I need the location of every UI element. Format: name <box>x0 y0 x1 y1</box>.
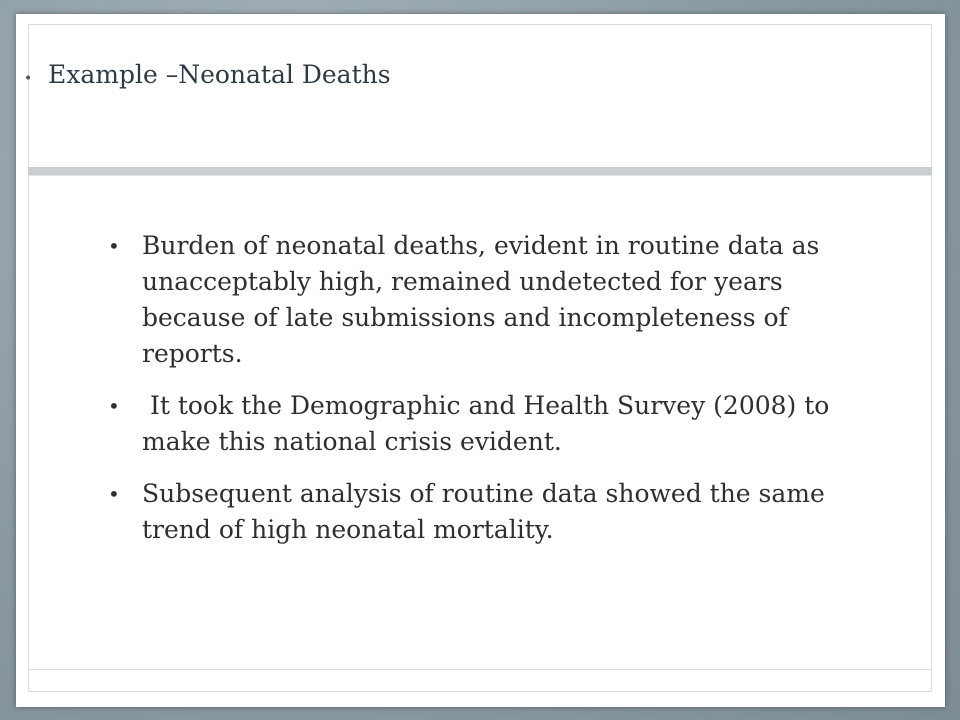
bullet-item <box>108 388 868 460</box>
title-bullet-icon: • <box>24 71 33 87</box>
bullet-item <box>108 476 868 548</box>
bullet-dot-icon: • <box>108 234 120 258</box>
bullet-text: It took the Demographic and Health Survey (2008) to make this national crisis evident. <box>142 391 838 456</box>
footer-divider <box>28 669 932 670</box>
bullet-text: Subsequent analysis of routine data showed the same trend of high neonatal mortality. <box>142 479 825 544</box>
slide <box>16 14 945 707</box>
bullet-item <box>108 228 868 372</box>
title-divider <box>28 167 932 175</box>
bullet-text: Burden of neonatal deaths, evident in routine data as unacceptably high, remained undetected for years because of late submissions and incompleteness of reports. <box>142 231 820 368</box>
bullet-dot-icon: • <box>108 394 120 418</box>
bullet-dot-icon: • <box>108 482 120 506</box>
bullet-list <box>108 228 868 564</box>
slide-title: Example –Neonatal Deaths <box>48 60 391 89</box>
